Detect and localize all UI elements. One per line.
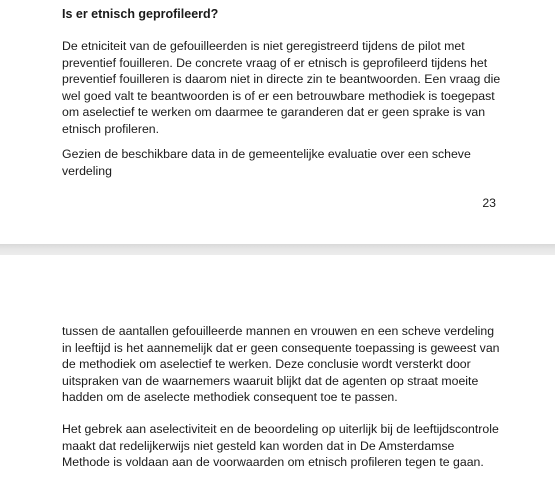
document-page-23 xyxy=(0,0,555,244)
body-paragraph: De etniciteit van de gefouilleerden is niet geregistreerd tijdens de pilot met preventief fouilleren. De concrete vraag of er etnisch is geprofileerd tijdens het preventief fouilleren is daarom niet in directe zin te beantwoorden. Een vraag die wel goed valt te beantwoorden is of er een betrouwbare methodiek is toegepast om aselectief te werken om daarmee te garanderen dat er geen sprake is van etnisch profileren. xyxy=(62,39,501,136)
section-heading: Is er etnisch geprofileerd? xyxy=(62,7,219,21)
page-separator xyxy=(0,244,555,255)
body-paragraph: Het gebrek aan aselectiviteit en de beoordeling op uiterlijk bij de leeftijdscontrole maakt dat redelijkerwijs niet gesteld kan worden dat in De Amsterdamse Methode is voldaan aan de voorwaarden om etnisch profileren tegen te gaan. xyxy=(62,422,499,470)
body-paragraph: Gezien de beschikbare data in de gemeentelijke evaluatie over een scheve verdeling xyxy=(62,147,471,178)
body-paragraph: tussen de aantallen gefouilleerde mannen en vrouwen en een scheve verdeling in leeftijd is het aannemelijk dat er geen consequente toepassing is geweest van de methodiek om aselectief te werken. Deze conclusie wordt versterkt door uitspraken van de waarnemers waaruit blijkt dat de agenten op straat moeite hadden om de aselecte methodiek consequent toe te passen. xyxy=(62,324,500,405)
page-number: 23 xyxy=(482,196,496,210)
document-page-24 xyxy=(0,255,555,489)
